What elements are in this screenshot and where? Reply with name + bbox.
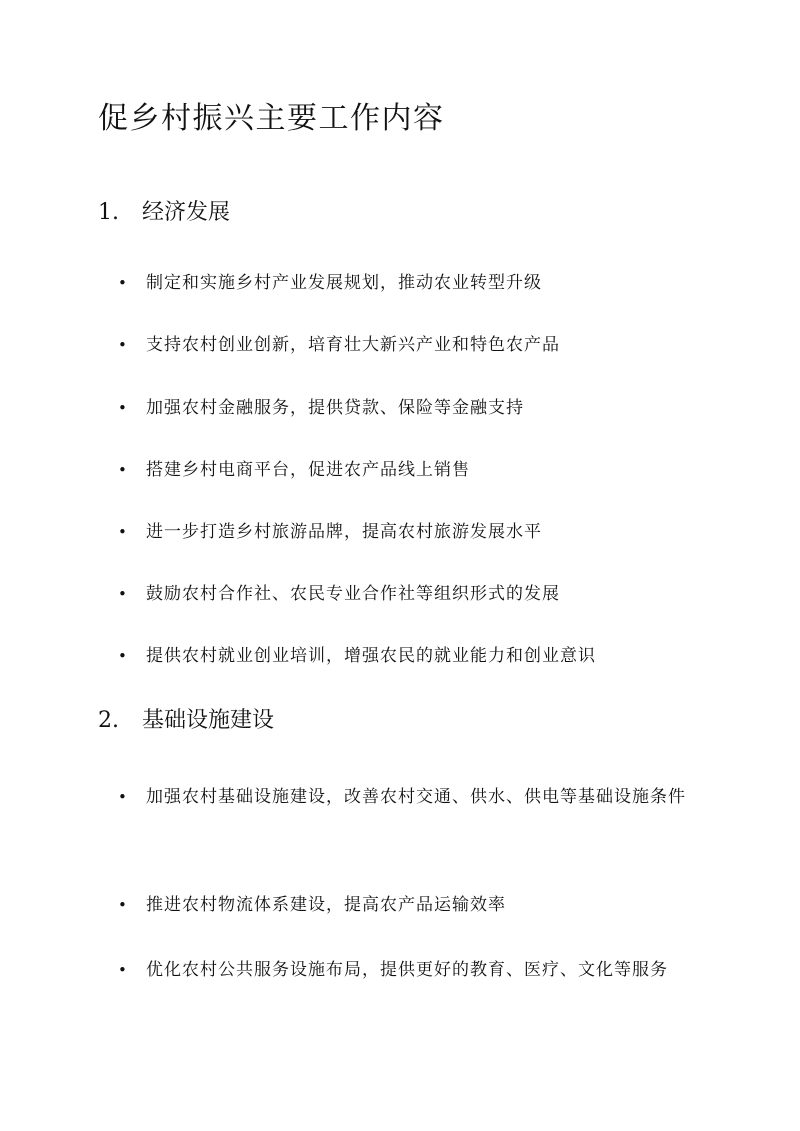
bullet-icon: •: [118, 399, 128, 417]
section-heading-infrastructure: [98, 704, 274, 738]
bullet-icon: •: [118, 523, 128, 541]
list-item-text: 提供农村就业创业培训，增强农民的就业能力和创业意识: [146, 646, 596, 666]
section-heading-economy: [98, 196, 230, 230]
list-item: [118, 377, 688, 439]
section-title: 基础设施建设: [142, 708, 275, 733]
bullet-icon: •: [118, 896, 128, 914]
list-item-text: 制定和实施乡村产业发展规划，推动农业转型升级: [146, 273, 542, 293]
list-item: [118, 766, 688, 828]
bullet-icon: •: [118, 274, 128, 292]
list-item-text: 加强农村金融服务，提供贷款、保险等金融支持: [146, 398, 524, 418]
list-item: [118, 439, 688, 501]
list-item: [118, 501, 688, 563]
list-item: [118, 563, 688, 625]
list-item-text: 进一步打造乡村旅游品牌，提高农村旅游发展水平: [146, 522, 542, 542]
list-item: [118, 625, 688, 687]
page-title: 促乡村振兴主要工作内容: [98, 101, 445, 136]
list-item: [118, 314, 688, 376]
list-item-text: 加强农村基础设施建设，改善农村交通、供水、供电等基础设施条件: [146, 787, 686, 807]
bullet-icon: •: [118, 961, 128, 979]
bullet-icon: •: [118, 788, 128, 806]
bullet-icon: •: [118, 647, 128, 665]
bullet-icon: •: [118, 585, 128, 603]
section-title: 经济发展: [142, 200, 231, 225]
list-item-text: 鼓励农村合作社、农民专业合作社等组织形式的发展: [146, 584, 560, 604]
list-item-text: 推进农村物流体系建设，提高农产品运输效率: [146, 895, 506, 915]
bullet-icon: •: [118, 461, 128, 479]
list-item-text: 搭建乡村电商平台，促进农产品线上销售: [146, 460, 470, 480]
section-number: 1.: [98, 200, 119, 225]
bullet-icon: •: [118, 336, 128, 354]
list-item: [118, 252, 688, 314]
section-number: 2.: [98, 708, 119, 733]
list-item: [118, 874, 688, 936]
list-item-text: 优化农村公共服务设施布局，提供更好的教育、医疗、文化等服务: [146, 960, 668, 980]
list-item: [118, 939, 688, 1001]
list-item-text: 支持农村创业创新，培育壮大新兴产业和特色农产品: [146, 335, 560, 355]
